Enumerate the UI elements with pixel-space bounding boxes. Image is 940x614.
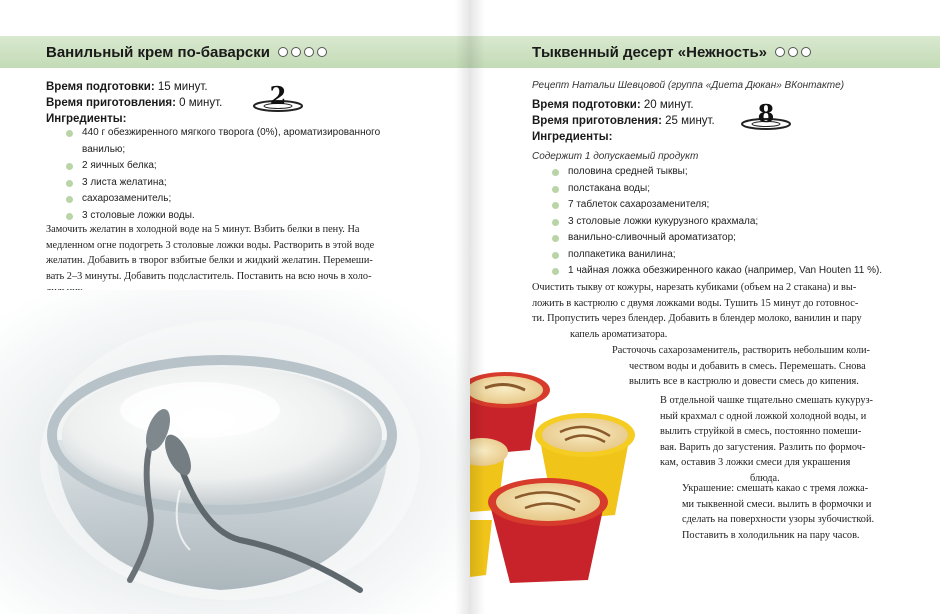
- list-item: 3 столовые ложки воды.: [66, 208, 426, 225]
- left-instructions: Замочить желатин в холодной воде на 5 минут. Взбить белки в пену. На медленном огне подогреть 3 столовые ложки воды. Растворить в этой воде желатин. Добавить в творог взбитые белки и жидкий желатин. Перемеши- вать 2–3 минуты. Добавить подсластитель. Поставить на всю ночь в холо-: [46, 224, 375, 282]
- right-portions-number: 8: [757, 99, 775, 128]
- left-ingredients-heading: Ингредиенты:: [46, 113, 127, 125]
- right-ingredients-heading: Ингредиенты:: [532, 131, 613, 143]
- right-recipe-title: Тыквенный десерт «Нежность»: [532, 43, 768, 61]
- left-title-bar: [0, 36, 470, 68]
- right-prep-time: Время подготовки: 20 минут.: [532, 99, 694, 111]
- difficulty-dot-icon: [304, 47, 314, 57]
- list-item: 7 таблеток сахарозаменителя;: [552, 197, 922, 214]
- right-portions-plate-icon: [738, 98, 794, 132]
- left-cook-time: Время приготовления: 0 минут.: [46, 97, 223, 109]
- right-difficulty-dots: [775, 47, 811, 57]
- left-recipe-title: Ванильный крем по-баварски: [46, 43, 270, 61]
- left-difficulty-dots: [278, 47, 327, 57]
- list-item: сахарозаменитель;: [66, 191, 426, 208]
- difficulty-dot-icon: [317, 47, 327, 57]
- right-recipe-author: Рецепт Натальи Шевцовой (группа «Диета Дюкан» ВКонтакте): [532, 80, 845, 91]
- list-item: 1 чайная ложка обезжиренного какао (например, Van Houten 11 %).: [552, 263, 922, 280]
- list-item: половина средней тыквы;: [552, 164, 922, 181]
- book-gutter: [455, 0, 485, 614]
- list-item: 2 яичных белка;: [66, 158, 426, 175]
- list-item: 3 столовые ложки кукурузного крахмала;: [552, 214, 922, 231]
- right-page: [470, 0, 940, 614]
- right-instructions-step-1: Очистить тыкву от кожуры, нарезать кубиками (объем на 2 стакана) и вы- ложить в кастрюлю с двумя ложками воды. Тушить 15 минут до готовнос- ти. Пропустить через блендер. Добавить в блендер молоко, ванилин и пару капель ароматизатора.: [532, 282, 862, 340]
- right-title-bar: [470, 36, 940, 68]
- difficulty-dot-icon: [291, 47, 301, 57]
- right-instructions-step-2: Расточочь сахарозаменитель, растворить небольшим коли- чеством воды и добавить в смесь. Перемешать. Снова вылить все в кастрюлю и довести смесь до кипения.: [612, 345, 870, 387]
- list-item: полстакана воды;: [552, 181, 922, 198]
- list-item: 3 листа желатина;: [66, 175, 426, 192]
- right-instructions-decoration: Украшение: смешать какао с тремя ложка- ми тыквенной смеси. вылить в формочки и сделать на поверхности узоры зубочисткой. Поставить в холодильник на пару часов.: [682, 483, 875, 541]
- right-instructions-step-3: В отдельной чашке тщательно смешать кукуруз- ный крахмал с одной ложкой холодной воды, и вылить струйкой в смесь, постоянно помеши- вая. Варить до загустения. Разлить по формоч- кам, оставив 3 ложки смеси для украшения блюда.: [660, 395, 873, 484]
- list-item: ванилью;: [82, 143, 126, 155]
- pumpkin-dessert-cups-photo: [470, 370, 680, 585]
- difficulty-dot-icon: [801, 47, 811, 57]
- vanilla-cream-bowl-photo: [0, 290, 470, 614]
- left-ingredients-list: [66, 125, 426, 224]
- list-item: 440 г обезжиренного мягкого творога (0%), ароматизированного: [66, 125, 426, 142]
- right-contains-note: Содержит 1 допускаемый продукт: [532, 151, 699, 162]
- right-cook-time: Время приготовления: 25 минут.: [532, 115, 715, 127]
- left-portions-number: 2: [269, 81, 287, 110]
- left-portions-plate-icon: [250, 80, 306, 114]
- right-ingredients-list: [552, 164, 922, 280]
- list-item: полпакетика ванилина;: [552, 247, 922, 264]
- difficulty-dot-icon: [775, 47, 785, 57]
- list-item: ванильно-сливочный ароматизатор;: [552, 230, 922, 247]
- difficulty-dot-icon: [278, 47, 288, 57]
- difficulty-dot-icon: [788, 47, 798, 57]
- left-prep-time: Время подготовки: 15 минут.: [46, 81, 208, 93]
